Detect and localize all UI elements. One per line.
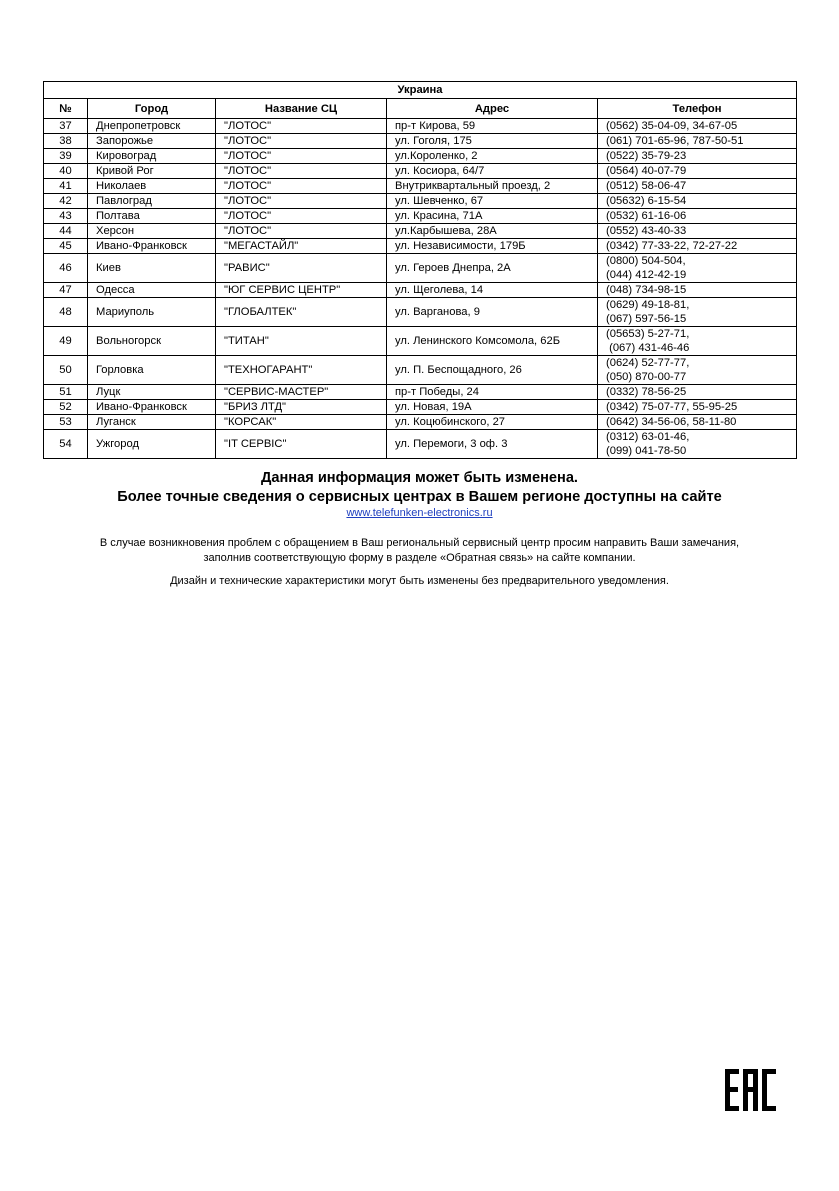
cell-number: 43 [44,209,88,224]
cell-number: 48 [44,298,88,327]
cell-name: "ТЕХНОГАРАНТ" [216,356,387,385]
cell-phone [598,134,797,149]
cell-city: Ужгород [88,430,216,459]
cell-name: "ЛОТОС" [216,224,387,239]
cell-city: Ивано-Франковск [88,239,216,254]
phone-line: (0800) 504-504, [606,255,686,267]
phone-line: (067) 597-56-15 [606,313,687,325]
table-row [44,209,797,224]
cell-city: Павлоград [88,194,216,209]
phone-line: (0522) 35-79-23 [606,150,687,162]
cell-address: ул. Новая, 19А [387,400,598,415]
phone-line: (0642) 34-56-06, 58-11-80 [606,416,737,428]
table-row [44,224,797,239]
table-row [44,385,797,400]
cell-address: ул.Короленко, 2 [387,149,598,164]
phone-line: (0342) 77-33-22, 72-27-22 [606,240,738,252]
cell-city: Херсон [88,224,216,239]
cell-name: "ЛОТОС" [216,164,387,179]
cell-address: ул.Карбышева, 28А [387,224,598,239]
cell-city: Горловка [88,356,216,385]
cell-number: 41 [44,179,88,194]
feedback-line-1: В случае возникновения проблем с обращением в Ваш региональный сервисный центр просим направить Ваши замечания, [99,537,740,549]
cell-address: ул. Коцюбинского, 27 [387,415,598,430]
phone-line: (05653) 5-27-71, [606,328,690,340]
table-row [44,164,797,179]
cell-phone [598,430,797,459]
phone-line: (048) 734-98-15 [606,284,687,296]
phone-line: (0624) 52-77-77, [606,357,690,369]
cell-number: 50 [44,356,88,385]
cell-name: "ЛОТОС" [216,134,387,149]
notice-line-2: Более точные сведения о сервисных центрах в Вашем регионе доступны на сайте [117,489,722,505]
cell-city: Запорожье [88,134,216,149]
cell-name: "БРИЗ ЛТД" [216,400,387,415]
cell-name: "ЛОТОС" [216,149,387,164]
cell-number: 46 [44,254,88,283]
cell-address: ул. Щеголева, 14 [387,283,598,298]
cell-number: 38 [44,134,88,149]
cell-number: 54 [44,430,88,459]
cell-number: 52 [44,400,88,415]
website-link[interactable] [0,507,839,519]
feedback-line-2: заполнив соответствующую форму в разделе «Обратная связь» на сайте компании. [203,552,636,564]
cell-city: Киев [88,254,216,283]
cell-number: 53 [44,415,88,430]
header-address: Адрес [387,99,598,119]
cell-name: "МЕГАСТАЙЛ" [216,239,387,254]
cell-number: 40 [44,164,88,179]
table-row [44,415,797,430]
cell-address: ул. Варганова, 9 [387,298,598,327]
cell-phone [598,224,797,239]
phone-line: (050) 870-00-77 [606,371,687,383]
cell-name: "ЮГ СЕРВИС ЦЕНТР" [216,283,387,298]
table-row [44,149,797,164]
cell-name: "ЛОТОС" [216,119,387,134]
cell-address: ул. П. Беспощадного, 26 [387,356,598,385]
website-link-text[interactable]: www.telefunken-electronics.ru [346,507,493,519]
notice-line-1: Данная информация может быть изменена. [260,470,578,486]
cell-address: ул. Героев Днепра, 2А [387,254,598,283]
cell-number: 47 [44,283,88,298]
cell-name: "ЛОТОС" [216,194,387,209]
cell-address: пр-т Победы, 24 [387,385,598,400]
cell-phone [598,194,797,209]
table-title: Украина [44,82,797,99]
cell-phone [598,415,797,430]
cell-phone [598,209,797,224]
cell-city: Луцк [88,385,216,400]
cell-phone [598,179,797,194]
phone-line: (067) 431-46-46 [606,342,690,354]
cell-address: ул. Независимости, 179Б [387,239,598,254]
cell-phone [598,164,797,179]
cell-address: ул. Шевченко, 67 [387,194,598,209]
cell-name: "КОРСАК" [216,415,387,430]
cell-phone [598,327,797,356]
table-row [44,179,797,194]
cell-city: Кривой Рог [88,164,216,179]
cell-name: "ТИТАН" [216,327,387,356]
header-name: Название СЦ [216,99,387,119]
cell-name: "РАВИС" [216,254,387,283]
eac-logo [725,1069,777,1116]
cell-number: 51 [44,385,88,400]
cell-address: ул. Ленинского Комсомола, 62Б [387,327,598,356]
cell-phone [598,283,797,298]
header-phone: Телефон [598,99,797,119]
cell-address: Внутриквартальный проезд, 2 [387,179,598,194]
cell-phone [598,254,797,283]
cell-city: Полтава [88,209,216,224]
phone-line: (099) 041-78-50 [606,445,687,457]
phone-line: (0562) 35-04-09, 34-67-05 [606,120,738,132]
phone-line: (05632) 6-15-54 [606,195,687,207]
table-row [44,327,797,356]
cell-city: Вольногорск [88,327,216,356]
cell-city: Одесса [88,283,216,298]
table-row [44,400,797,415]
table-row [44,356,797,385]
cell-phone [598,356,797,385]
disclaimer: Дизайн и технические характеристики могут быть изменены без предварительного уведомления. [170,575,669,587]
phone-line: (0532) 61-16-06 [606,210,687,222]
table-row [44,119,797,134]
cell-phone [598,400,797,415]
header-number: № [44,99,88,119]
phone-line: (0312) 63-01-46, [606,431,690,443]
table-row [44,239,797,254]
eac-mark-icon [725,1069,777,1111]
feedback-paragraph [0,536,839,566]
cell-name: "ГЛОБАЛТЕК" [216,298,387,327]
table-row [44,194,797,209]
phone-line: (0629) 49-18-81, [606,299,690,311]
phone-line: (0552) 43-40-33 [606,225,687,237]
table-row [44,430,797,459]
cell-number: 37 [44,119,88,134]
cell-name: "ЛОТОС" [216,209,387,224]
cell-city: Николаев [88,179,216,194]
cell-number: 49 [44,327,88,356]
cell-phone [598,149,797,164]
cell-number: 45 [44,239,88,254]
service-centers-table [43,81,797,459]
cell-address: ул. Красина, 71А [387,209,598,224]
cell-city: Мариуполь [88,298,216,327]
cell-name: "ЛОТОС" [216,179,387,194]
cell-city: Кировоград [88,149,216,164]
cell-name: "IT СЕРВІС" [216,430,387,459]
cell-address: пр-т Кирова, 59 [387,119,598,134]
phone-line: (061) 701-65-96, 787-50-51 [606,135,744,147]
table-row [44,134,797,149]
cell-name: "СЕРВИС-МАСТЕР" [216,385,387,400]
cell-number: 39 [44,149,88,164]
cell-phone [598,239,797,254]
phone-line: (044) 412-42-19 [606,269,687,281]
phone-line: (0512) 58-06-47 [606,180,687,192]
cell-phone [598,298,797,327]
cell-city: Луганск [88,415,216,430]
phone-line: (0564) 40-07-79 [606,165,687,177]
table-row [44,283,797,298]
cell-number: 42 [44,194,88,209]
cell-city: Ивано-Франковск [88,400,216,415]
phone-line: (0342) 75-07-77, 55-95-25 [606,401,738,413]
cell-phone [598,385,797,400]
table-body [44,119,797,459]
table-row [44,298,797,327]
header-city: Город [88,99,216,119]
cell-city: Днепропетровск [88,119,216,134]
cell-number: 44 [44,224,88,239]
table-row [44,254,797,283]
cell-address: ул. Перемоги, 3 оф. 3 [387,430,598,459]
cell-address: ул. Косиора, 64/7 [387,164,598,179]
phone-line: (0332) 78-56-25 [606,386,687,398]
cell-address: ул. Гоголя, 175 [387,134,598,149]
cell-phone [598,119,797,134]
